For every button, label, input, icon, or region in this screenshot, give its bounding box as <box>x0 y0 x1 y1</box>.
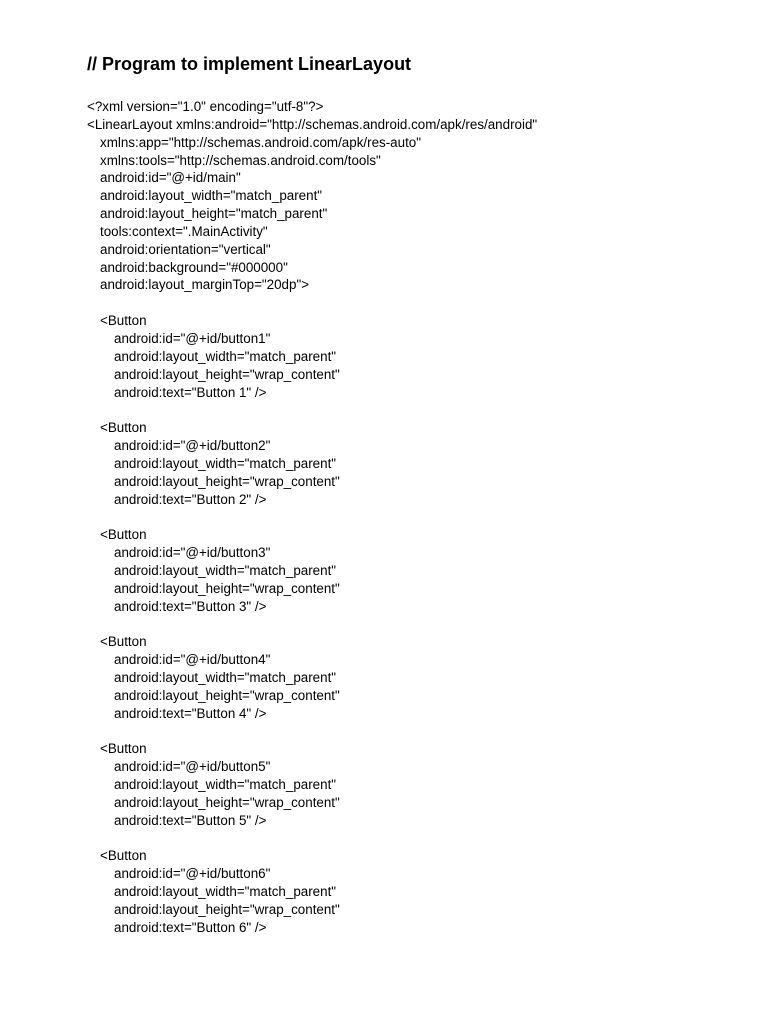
button-attribute-line: android:layout_height="wrap_content" <box>114 366 340 382</box>
button-attribute-line: android:text="Button 1" /> <box>114 384 267 400</box>
blank-line <box>87 294 728 312</box>
root-attribute-line: xmlns:app="http://schemas.android.com/apk/res-auto" <box>100 134 421 150</box>
button-attribute-line: android:text="Button 4" /> <box>114 705 267 721</box>
button-block-2 <box>87 419 728 508</box>
root-attribute-line: android:layout_height="match_parent" <box>100 206 328 222</box>
blank-line <box>87 723 728 741</box>
button-attribute-line: android:layout_height="wrap_content" <box>114 687 340 703</box>
button-attribute-line: android:layout_width="match_parent" <box>114 348 337 364</box>
button-attribute-line: android:id="@+id/button4" <box>114 652 271 668</box>
button-attribute-line: android:layout_width="match_parent" <box>114 670 337 685</box>
button-attribute-line: android:layout_width="match_parent" <box>114 455 337 471</box>
button-block-3 <box>87 526 728 615</box>
root-attribute-line: android:background="#000000" <box>100 259 288 275</box>
button-attribute-line: android:id="@+id/button6" <box>114 866 271 882</box>
blank-line <box>87 508 728 526</box>
root-attribute-line: android:layout_width="match_parent" <box>100 188 323 204</box>
root-attribute-line: tools:context=".MainActivity" <box>100 223 268 239</box>
button-open-line: <Button <box>100 527 147 543</box>
xml-declaration-line: <?xml version="1.0" encoding="utf-8"?> <box>87 99 324 114</box>
linearlayout-open-line: <LinearLayout xmlns:android="http://schemas.android.com/apk/res/android" <box>87 116 538 132</box>
button-attribute-line: android:text="Button 3" /> <box>114 598 267 614</box>
button-attribute-line: android:layout_height="wrap_content" <box>114 580 340 596</box>
button-open-line: <Button <box>100 848 147 864</box>
button-open-line: <Button <box>100 634 147 650</box>
button-attribute-line: android:layout_width="match_parent" <box>114 884 337 900</box>
button-open-line: <Button <box>100 420 147 436</box>
button-attribute-line: android:id="@+id/button3" <box>114 545 271 561</box>
button-attribute-line: android:text="Button 5" /> <box>114 812 267 828</box>
root-attribute-line: android:layout_marginTop="20dp"> <box>100 277 310 293</box>
root-attribute-line: android:id="@+id/main" <box>100 170 241 186</box>
button-attribute-line: android:text="Button 6" /> <box>114 919 267 935</box>
button-attribute-line: android:text="Button 2" /> <box>114 491 267 507</box>
button-attribute-line: android:layout_height="wrap_content" <box>114 473 340 489</box>
button-block-6 <box>87 847 728 936</box>
blank-line <box>87 615 728 633</box>
button-attribute-line: android:layout_height="wrap_content" <box>114 901 340 917</box>
button-attribute-line: android:id="@+id/button1" <box>114 330 271 346</box>
button-attribute-line: android:layout_width="match_parent" <box>114 777 337 793</box>
button-block-4 <box>87 633 728 722</box>
button-block-5 <box>87 740 728 829</box>
button-attribute-line: android:layout_width="match_parent" <box>114 562 337 578</box>
root-attribute-line: xmlns:tools="http://schemas.android.com/tools" <box>100 152 381 168</box>
button-attribute-line: android:layout_height="wrap_content" <box>114 794 340 810</box>
button-attribute-line: android:id="@+id/button2" <box>114 438 271 454</box>
button-attribute-line: android:id="@+id/button5" <box>114 759 271 775</box>
document-title: // Program to implement LinearLayout <box>87 54 412 74</box>
blank-line <box>87 401 728 419</box>
root-attribute-line: android:orientation="vertical" <box>100 241 271 257</box>
button-open-line: <Button <box>100 313 147 329</box>
button-open-line: <Button <box>100 741 147 757</box>
code-listing <box>87 98 728 937</box>
button-block-1 <box>87 312 728 401</box>
blank-line <box>87 830 728 848</box>
